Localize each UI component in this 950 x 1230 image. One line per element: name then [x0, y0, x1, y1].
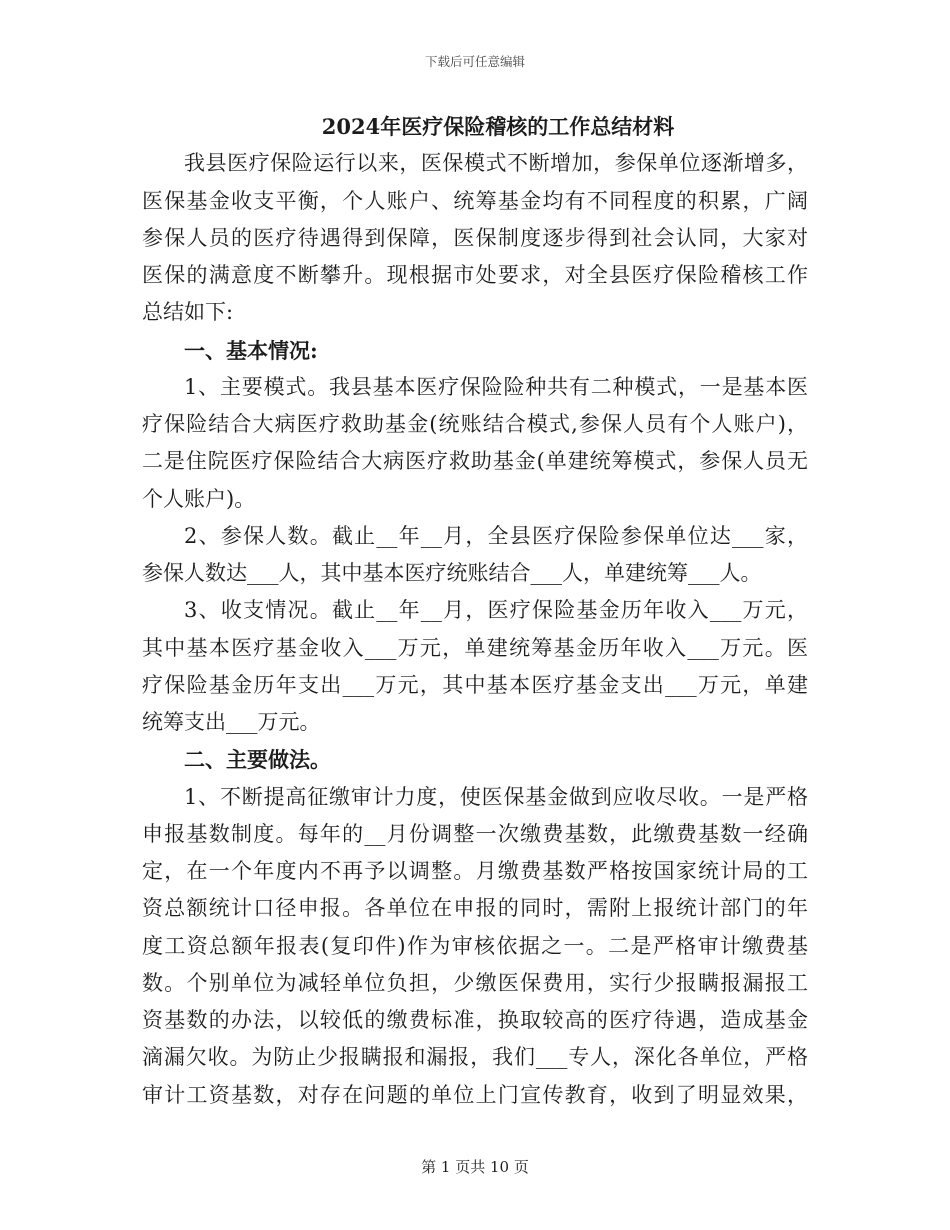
paragraph-line: 统筹支出___万元。 [142, 710, 321, 734]
paragraph-line: 滴漏欠收。为防止少报瞒报和漏报，我们___专人，深化各单位，严格 [142, 1045, 808, 1070]
paragraph-line: 疗保险基金历年支出___万元，其中基本医疗基金支出___万元，单建 [142, 672, 808, 697]
paragraph-line: 个人账户)。 [142, 486, 256, 511]
paragraph-line: 2、参保人数。截止__年__月，全县医疗保险参保单位达___家， [184, 523, 808, 548]
section-heading: 二、主要做法。 [184, 747, 331, 773]
intro-paragraph [142, 145, 808, 331]
paragraph-line: 3、收支情况。截止__年__月，医疗保险基金历年收入___万元， [184, 598, 808, 623]
paragraph-line: 1、不断提高征缴审计力度，使医保基金做到应收尽收。一是严格 [184, 784, 808, 809]
paragraph-line: 定，在一个年度内不再予以调整。月缴费基数严格按国家统计局的工 [142, 859, 808, 883]
document-title: 2024年医疗保险稽核的工作总结材料 [321, 114, 675, 139]
paragraph [142, 518, 808, 593]
page-number: 第 1 页共 10 页 [421, 1158, 529, 1176]
paragraph-line: 资基数的办法，以较低的缴费标准，换取较高的医疗待遇，造成基金 [142, 1008, 808, 1032]
paragraph-line: 1、主要模式。我县基本医疗保险险种共有二种模式，一是基本医 [184, 374, 808, 399]
paragraph-line: 数。个别单位为减轻单位负担，少缴医保费用，实行少报瞒报漏报工 [142, 970, 808, 995]
edit-note: 下载后可任意编辑 [424, 54, 525, 69]
paragraph-line: 度工资总额年报表(复印件)作为审核依据之一。二是严格审计缴费基 [142, 933, 808, 958]
paragraph-line: 审计工资基数，对存在问题的单位上门宣传教育，收到了明显效果， [142, 1082, 808, 1107]
paragraph-line: 我县医疗保险运行以来，医保模式不断增加，参保单位逐渐增多， [184, 151, 808, 176]
paragraph-line: 总结如下: [142, 300, 234, 325]
paragraph-line: 其中基本医疗基金收入___万元，单建统筹基金历年收入___万元。医 [142, 635, 808, 660]
paragraph-line: 申报基数制度。每年的__月份调整一次缴费基数，此缴费基数一经确 [142, 821, 808, 846]
document-body [142, 108, 808, 1114]
paragraph-line: 参保人员的医疗待遇得到保障，医保制度逐步得到社会认同，大家对 [142, 225, 808, 250]
paragraph [142, 369, 808, 518]
paragraph [142, 779, 808, 1114]
paragraph-line: 疗保险结合大病医疗救助基金(统账结合模式,参保人员有个人账户)， [142, 412, 808, 436]
paragraph-line: 资总额统计口径申报。各单位在申报的同时，需附上报统计部门的年 [142, 896, 808, 921]
paragraph [142, 592, 808, 741]
paragraph-line: 医保基金收支平衡，个人账户、统筹基金均有不同程度的积累，广阔 [142, 188, 808, 213]
paragraph-line: 参保人数达___人，其中基本医疗统账结合___人，单建统筹___人。 [142, 561, 762, 585]
section-heading: 一、基本情况: [184, 337, 318, 363]
paragraph-line: 医保的满意度不断攀升。现根据市处要求，对全县医疗保险稽核工作 [142, 263, 808, 287]
paragraph-line: 二是住院医疗保险结合大病医疗救助基金(单建统筹模式，参保人员无 [142, 449, 808, 474]
